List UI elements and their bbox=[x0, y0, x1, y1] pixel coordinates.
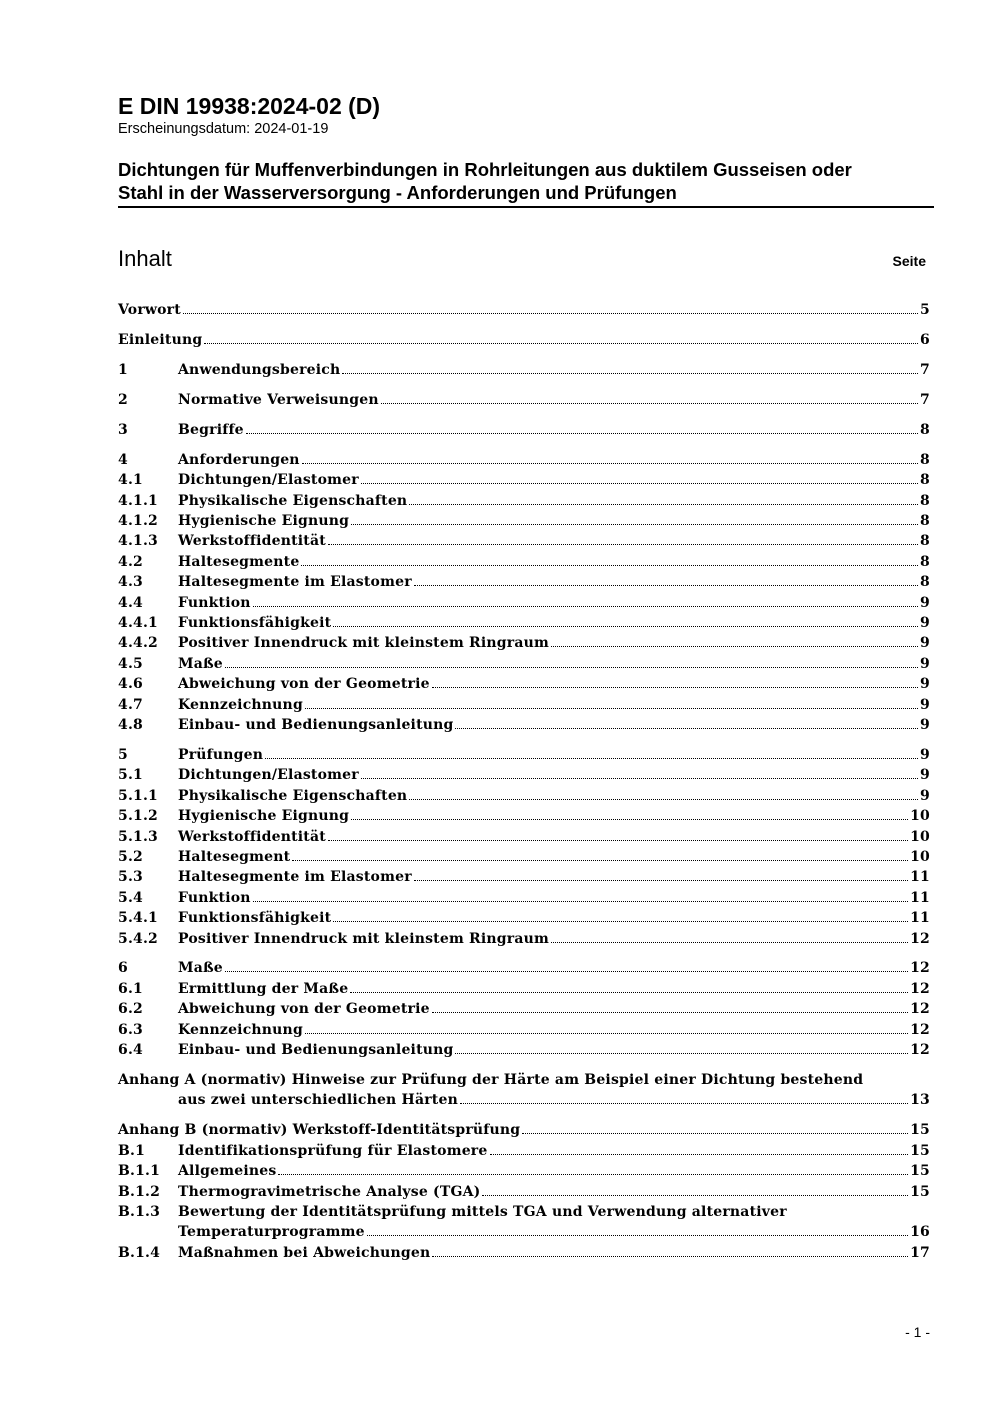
toc-entry-title: Einleitung bbox=[118, 331, 203, 348]
toc-entry[interactable] bbox=[118, 472, 930, 492]
toc-entry-page: 7 bbox=[920, 361, 930, 378]
toc-entry-page: 12 bbox=[910, 980, 930, 997]
toc-entry-page: 16 bbox=[910, 1224, 930, 1241]
toc-entry-title: Haltesegmente im Elastomer bbox=[178, 869, 412, 886]
toc-dot-leader bbox=[455, 728, 918, 729]
toc-entry[interactable] bbox=[118, 869, 930, 889]
toc-entry-number: B.1.1 bbox=[118, 1163, 161, 1180]
document-header bbox=[118, 92, 934, 138]
toc-entry-title: Funktionsfähigkeit bbox=[178, 615, 332, 632]
toc-entry-title: Anwendungsbereich bbox=[178, 361, 341, 378]
toc-entry-number: 4.7 bbox=[118, 696, 143, 713]
toc-dot-leader bbox=[301, 565, 918, 566]
toc-entry-number: 5.2 bbox=[118, 848, 143, 865]
toc-entry-number: 4.3 bbox=[118, 574, 143, 591]
toc-entry-title-continued: aus zwei unterschiedlichen Härten bbox=[178, 1092, 458, 1109]
toc-entry[interactable] bbox=[118, 302, 930, 322]
toc-entry-page: 11 bbox=[910, 910, 930, 927]
toc-dot-leader bbox=[350, 992, 908, 993]
toc-entry-title: Einbau- und Bedienungsanleitung bbox=[178, 1042, 454, 1059]
toc-entry-number: 6 bbox=[118, 960, 128, 977]
toc-entry[interactable] bbox=[118, 1143, 930, 1163]
toc-entry[interactable] bbox=[118, 981, 930, 1001]
toc-entry-page: 15 bbox=[910, 1122, 930, 1139]
toc-entry-number: 4 bbox=[118, 451, 128, 468]
toc-entry-number: 5.1.3 bbox=[118, 828, 158, 845]
toc-entry-continuation[interactable] bbox=[118, 1092, 930, 1112]
toc-entry-page: 9 bbox=[920, 717, 930, 733]
toc-heading: Inhalt bbox=[118, 246, 172, 271]
toc-entry-number: 4.1.1 bbox=[118, 492, 158, 509]
toc-entry-number: 4.1.2 bbox=[118, 513, 158, 530]
toc-entry-title: Anhang A (normativ) Hinweise zur Prüfung der Härte am Beispiel einer Dichtung bestehend bbox=[118, 1072, 864, 1089]
toc-entry-number: 4.4.1 bbox=[118, 615, 158, 632]
toc-entry-page: 9 bbox=[920, 696, 930, 713]
toc-dot-leader bbox=[333, 626, 918, 627]
toc-entry-page: 17 bbox=[910, 1244, 930, 1261]
toc-dot-leader bbox=[432, 1012, 908, 1013]
toc-entry-number: 4.1.3 bbox=[118, 533, 158, 550]
toc-entry-page: 6 bbox=[920, 331, 930, 348]
toc-entry-page: 10 bbox=[910, 828, 930, 845]
toc-entry-continuation[interactable] bbox=[118, 1224, 930, 1244]
toc-entry-title: Werkstoffidentität bbox=[178, 533, 326, 550]
toc-entry-page: 5 bbox=[920, 302, 930, 318]
toc-entry-number: 4.4 bbox=[118, 594, 143, 611]
toc-entry[interactable] bbox=[118, 1001, 930, 1021]
toc-entry-title: Haltesegmente bbox=[178, 553, 300, 570]
toc-entry-number: 5.4 bbox=[118, 889, 143, 906]
toc-entry-title: Positiver Innendruck mit kleinstem Ringraum bbox=[178, 635, 550, 652]
toc-entry-page: 12 bbox=[910, 1042, 930, 1059]
toc-entry[interactable] bbox=[118, 615, 930, 635]
toc-entry-number: 5 bbox=[118, 746, 128, 763]
toc-entry-number: 6.2 bbox=[118, 1001, 143, 1018]
toc-entry-title: Identifikationsprüfung für Elastomere bbox=[178, 1142, 488, 1159]
toc-entry-page: 8 bbox=[920, 574, 930, 591]
toc-entry-page: 12 bbox=[910, 960, 930, 977]
toc-dot-leader bbox=[409, 504, 918, 505]
toc-entry[interactable] bbox=[118, 1122, 930, 1142]
toc-entry-title: Maße bbox=[178, 960, 223, 977]
toc-entry-number: 5.1.1 bbox=[118, 787, 158, 804]
toc-entry-title: Allgemeines bbox=[178, 1163, 277, 1180]
toc-dot-leader bbox=[432, 1256, 908, 1257]
toc-entry-page: 9 bbox=[920, 615, 930, 632]
toc-entry[interactable] bbox=[118, 493, 930, 513]
toc-dot-leader bbox=[204, 343, 918, 344]
toc-entry-page: 8 bbox=[920, 421, 930, 438]
toc-dot-leader bbox=[305, 1033, 908, 1034]
toc-entry-page: 8 bbox=[920, 553, 930, 570]
toc-entry-title: Physikalische Eigenschaften bbox=[178, 787, 408, 804]
toc-entry-page: 8 bbox=[920, 513, 930, 530]
toc-entry[interactable] bbox=[118, 1245, 930, 1265]
toc-entry-title-continued: Temperaturprogramme bbox=[178, 1224, 365, 1241]
toc-entry[interactable] bbox=[118, 362, 930, 382]
toc-entry-title: Einbau- und Bedienungsanleitung bbox=[178, 717, 454, 733]
toc-entry-number: 5.4.2 bbox=[118, 930, 158, 947]
toc-entry[interactable] bbox=[118, 910, 930, 930]
toc-entry-title: Haltesegment bbox=[178, 848, 291, 865]
toc-dot-leader bbox=[351, 524, 918, 525]
toc-dot-leader bbox=[551, 646, 918, 647]
toc-entry-page: 9 bbox=[920, 676, 930, 693]
toc-entry-title: Dichtungen/Elastomer bbox=[178, 767, 359, 784]
toc-dot-leader bbox=[490, 1154, 909, 1155]
toc-entry-title: Prüfungen bbox=[178, 746, 264, 763]
toc-entry-number: 6.1 bbox=[118, 980, 143, 997]
toc-entry-title: Thermogravimetrische Analyse (TGA) bbox=[178, 1183, 481, 1200]
toc-entry-page: 12 bbox=[910, 1021, 930, 1038]
toc-entry-number: 4.2 bbox=[118, 553, 143, 570]
toc-dot-leader bbox=[361, 483, 918, 484]
toc-dot-leader bbox=[482, 1195, 908, 1196]
toc-entry-title: Kennzeichnung bbox=[178, 696, 303, 713]
toc-entry-title: Funktion bbox=[178, 594, 251, 611]
toc-dot-leader bbox=[342, 373, 918, 374]
publication-date: Erscheinungsdatum: 2024-01-19 bbox=[118, 121, 329, 137]
toc-entry-number: B.1.2 bbox=[118, 1183, 161, 1200]
toc-entry-number: B.1 bbox=[118, 1142, 146, 1159]
toc-entry-number: 4.8 bbox=[118, 717, 143, 733]
toc-entry-title: Abweichung von der Geometrie bbox=[178, 1001, 430, 1018]
toc-entry-number: 4.6 bbox=[118, 676, 143, 693]
toc-dot-leader bbox=[253, 606, 918, 607]
toc-entry-page: 7 bbox=[920, 391, 930, 408]
toc-entry-title: Funktion bbox=[178, 889, 251, 906]
document-title-line-1: Dichtungen für Muffenverbindungen in Rohrleitungen aus duktilem Gusseisen oder bbox=[118, 159, 852, 180]
toc-entry-title: Positiver Innendruck mit kleinstem Ringraum bbox=[178, 930, 550, 947]
toc-dot-leader bbox=[265, 758, 918, 759]
toc-entry-page: 10 bbox=[910, 808, 930, 825]
toc-entry-number: 1 bbox=[118, 361, 128, 378]
toc-entry-page: 12 bbox=[910, 1001, 930, 1018]
toc-entry[interactable] bbox=[118, 422, 930, 442]
toc-entry[interactable] bbox=[118, 747, 930, 767]
toc-entry-title: Dichtungen/Elastomer bbox=[178, 472, 359, 489]
toc-entry[interactable] bbox=[118, 717, 930, 737]
toc-entry-page: 9 bbox=[920, 635, 930, 652]
page-number: - 1 - bbox=[905, 1324, 930, 1340]
toc-entry-page: 9 bbox=[920, 594, 930, 611]
toc-entry-page: 15 bbox=[910, 1183, 930, 1200]
toc-dot-leader bbox=[305, 708, 918, 709]
toc-entry-number: 5.3 bbox=[118, 869, 143, 886]
toc-entry[interactable] bbox=[118, 554, 930, 574]
toc-entry-page: 11 bbox=[910, 889, 930, 906]
toc-entry-title: Maßnahmen bei Abweichungen bbox=[178, 1244, 431, 1261]
toc-dot-leader bbox=[253, 901, 908, 902]
toc-entry[interactable] bbox=[118, 595, 930, 615]
toc-entry[interactable] bbox=[118, 767, 930, 787]
toc-dot-leader bbox=[246, 433, 918, 434]
toc-entry-number: 4.1 bbox=[118, 472, 143, 489]
toc-entry-number: 4.5 bbox=[118, 655, 143, 672]
toc-entry-number: 6.4 bbox=[118, 1042, 143, 1059]
toc-dot-leader bbox=[455, 1053, 908, 1054]
toc-entry[interactable] bbox=[118, 931, 930, 951]
toc-entry[interactable] bbox=[118, 635, 930, 655]
toc-page-label: Seite bbox=[892, 253, 926, 269]
toc-entry[interactable] bbox=[118, 890, 930, 910]
toc-entry[interactable] bbox=[118, 1022, 930, 1042]
document-title-line-2: Stahl in der Wasserversorgung - Anforderungen und Prüfungen bbox=[118, 182, 677, 203]
toc-entry[interactable] bbox=[118, 452, 930, 472]
toc-entry-title: Haltesegmente im Elastomer bbox=[178, 574, 412, 591]
toc-dot-leader bbox=[302, 463, 918, 464]
document-id: E DIN 19938:2024-02 (D) bbox=[118, 93, 381, 119]
toc-dot-leader bbox=[522, 1133, 908, 1134]
toc-entry[interactable] bbox=[118, 788, 930, 808]
toc-entry-page: 12 bbox=[910, 930, 930, 947]
toc-entry-title: Physikalische Eigenschaften bbox=[178, 492, 408, 509]
toc-entry-page: 10 bbox=[910, 848, 930, 865]
toc-entry[interactable] bbox=[118, 533, 930, 553]
toc-entry-title: Hygienische Eignung bbox=[178, 808, 350, 825]
toc-entry-title: Begriffe bbox=[178, 421, 244, 438]
toc-entry-title: Maße bbox=[178, 655, 223, 672]
toc-entry-page: 8 bbox=[920, 492, 930, 509]
toc-entry-number: 2 bbox=[118, 391, 128, 408]
toc-entry-number: 6.3 bbox=[118, 1021, 143, 1038]
toc-entry[interactable] bbox=[118, 332, 930, 352]
toc-entry-page: 11 bbox=[910, 869, 930, 886]
toc-entry-title: Vorwort bbox=[118, 302, 181, 318]
document-title bbox=[118, 158, 934, 208]
toc-entry-number: 5.1 bbox=[118, 767, 143, 784]
toc-entry-page: 15 bbox=[910, 1142, 930, 1159]
toc-entry[interactable] bbox=[118, 849, 930, 869]
toc-dot-leader bbox=[328, 544, 918, 545]
toc-entry[interactable] bbox=[118, 676, 930, 696]
toc-entry-page: 8 bbox=[920, 533, 930, 550]
toc-dot-leader bbox=[225, 971, 908, 972]
toc-entry-page: 15 bbox=[910, 1163, 930, 1180]
toc-dot-leader bbox=[432, 687, 918, 688]
toc-entry[interactable] bbox=[118, 1184, 930, 1204]
toc-entry[interactable] bbox=[118, 656, 930, 676]
toc-entry-title: Anforderungen bbox=[178, 451, 300, 468]
toc-dot-leader bbox=[367, 1235, 908, 1236]
toc-entry-number: 5.1.2 bbox=[118, 808, 158, 825]
toc-dot-leader bbox=[460, 1103, 908, 1104]
toc-entry-page: 8 bbox=[920, 472, 930, 489]
toc-dot-leader bbox=[225, 667, 918, 668]
toc-entry-number: B.1.3 bbox=[118, 1203, 161, 1220]
toc-dot-leader bbox=[409, 799, 918, 800]
toc-entry[interactable] bbox=[118, 1072, 930, 1092]
toc-dot-leader bbox=[292, 860, 908, 861]
toc-entry-number: B.1.4 bbox=[118, 1244, 161, 1261]
toc-entry-title: Anhang B (normativ) Werkstoff-Identitätsprüfung bbox=[118, 1122, 521, 1139]
toc-entry-page: 8 bbox=[920, 451, 930, 468]
toc-dot-leader bbox=[414, 880, 908, 881]
toc-entry[interactable] bbox=[118, 1163, 930, 1183]
table-of-contents bbox=[118, 302, 930, 1265]
toc-entry[interactable] bbox=[118, 960, 930, 980]
toc-entry-number: 4.4.2 bbox=[118, 635, 158, 652]
toc-dot-leader bbox=[414, 585, 918, 586]
toc-entry[interactable] bbox=[118, 392, 930, 412]
toc-entry[interactable] bbox=[118, 1204, 930, 1224]
toc-dot-leader bbox=[278, 1174, 908, 1175]
toc-heading-row bbox=[118, 246, 926, 272]
toc-entry-title: Bewertung der Identitätsprüfung mittels TGA und Verwendung alternativer bbox=[178, 1203, 787, 1220]
toc-entry-title: Ermittlung der Maße bbox=[178, 980, 349, 997]
toc-entry-number: 5.4.1 bbox=[118, 910, 158, 927]
toc-entry-page: 9 bbox=[920, 746, 930, 763]
toc-entry[interactable] bbox=[118, 1042, 930, 1062]
toc-entry[interactable] bbox=[118, 513, 930, 533]
toc-dot-leader bbox=[328, 840, 908, 841]
toc-dot-leader bbox=[551, 942, 908, 943]
toc-entry-page: 9 bbox=[920, 787, 930, 804]
toc-entry-title: Abweichung von der Geometrie bbox=[178, 676, 430, 693]
toc-dot-leader bbox=[183, 313, 918, 314]
toc-dot-leader bbox=[381, 403, 918, 404]
toc-entry-page: 9 bbox=[920, 655, 930, 672]
toc-entry-number: 3 bbox=[118, 421, 128, 438]
toc-entry-title: Kennzeichnung bbox=[178, 1021, 303, 1038]
toc-entry-title: Funktionsfähigkeit bbox=[178, 910, 332, 927]
toc-dot-leader bbox=[333, 921, 908, 922]
toc-entry-title: Normative Verweisungen bbox=[178, 391, 379, 408]
toc-entry[interactable] bbox=[118, 829, 930, 849]
toc-dot-leader bbox=[351, 819, 908, 820]
toc-entry-title: Hygienische Eignung bbox=[178, 513, 350, 530]
toc-entry[interactable] bbox=[118, 808, 930, 828]
toc-entry[interactable] bbox=[118, 697, 930, 717]
toc-entry-title: Werkstoffidentität bbox=[178, 828, 326, 845]
toc-entry[interactable] bbox=[118, 574, 930, 594]
toc-entry-page: 13 bbox=[910, 1092, 930, 1109]
toc-dot-leader bbox=[361, 778, 918, 779]
toc-entry-page: 9 bbox=[920, 767, 930, 784]
